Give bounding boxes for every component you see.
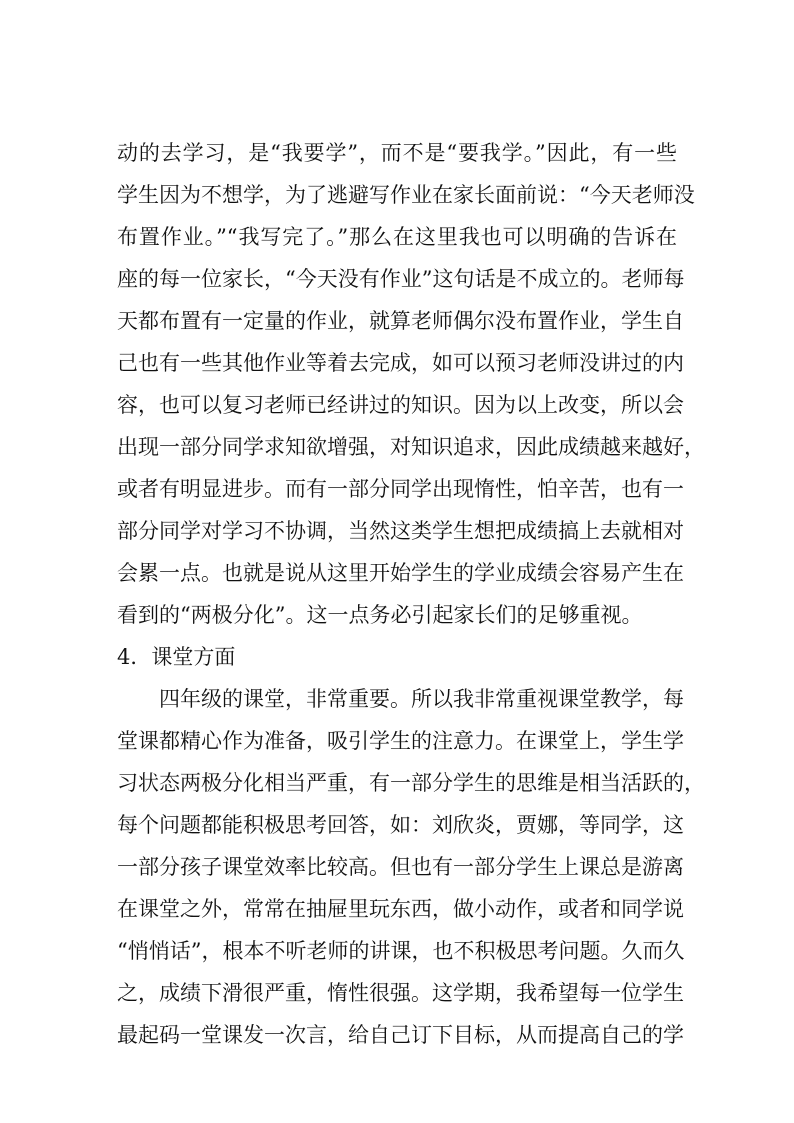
text-line: 之，成绩下滑很严重，惰性很强。这学期，我希望每一位学生 — [117, 981, 684, 1005]
text-line: 天都布置有一定量的作业，就算老师偶尔没布置作业，学生自 — [117, 309, 684, 333]
text-line: 己也有一些其他作业等着去完成，如可以预习老师没讲过的内 — [117, 351, 684, 375]
text-line: 部分同学对学习不协调，当然这类学生想把成绩搞上去就相对 — [117, 519, 684, 543]
text-line: 堂课都精心作为准备，吸引学生的注意力。在课堂上，学生学 — [117, 729, 684, 753]
text-line: 容，也可以复习老师已经讲过的知识。因为以上改变，所以会 — [117, 393, 684, 417]
text-line: 会累一点。也就是说从这里开始学生的学业成绩会容易产生在 — [117, 561, 684, 585]
text-line: “悄悄话”，根本不听老师的讲课，也不积极思考问题。久而久 — [117, 939, 685, 963]
text-line: 在课堂之外，常常在抽屉里玩东西，做小动作，或者和同学说 — [117, 897, 684, 921]
section-heading: 4．课堂方面 — [117, 645, 236, 669]
text-line: 最起码一堂课发一次言，给自己订下目标，从而提高自己的学 — [117, 1023, 684, 1047]
paragraph-first-line: 四年级的课堂，非常重要。所以我非常重视课堂教学，每 — [159, 687, 684, 711]
text-line: 出现一部分同学求知欲增强，对知识追求，因此成绩越来越好， — [117, 435, 705, 459]
text-line: 动的去学习，是“我要学”，而不是“要我学。”因此，有一些 — [117, 141, 677, 165]
text-line: 布置作业。”“我写完了。”那么在这里我也可以明确的告诉在 — [117, 225, 677, 249]
text-line: 每个问题都能积极思考回答，如：刘欣炎，贾娜，等同学，这 — [117, 813, 684, 837]
text-line: 学生因为不想学，为了逃避写作业在家长面前说：“今天老师没 — [117, 183, 695, 207]
text-line: 座的每一位家长，“今天没有作业”这句话是不成立的。老师每 — [117, 267, 685, 291]
text-line-paragraph-end: 看到的“两极分化”。这一点务必引起家长们的足够重视。 — [117, 603, 643, 627]
text-line: 或者有明显进步。而有一部分同学出现惰性，怕辛苦，也有一 — [117, 477, 684, 501]
text-line: 习状态两极分化相当严重，有一部分学生的思维是相当活跃的， — [117, 771, 705, 795]
text-line: 一部分孩子课堂效率比较高。但也有一部分学生上课总是游离 — [117, 855, 684, 879]
